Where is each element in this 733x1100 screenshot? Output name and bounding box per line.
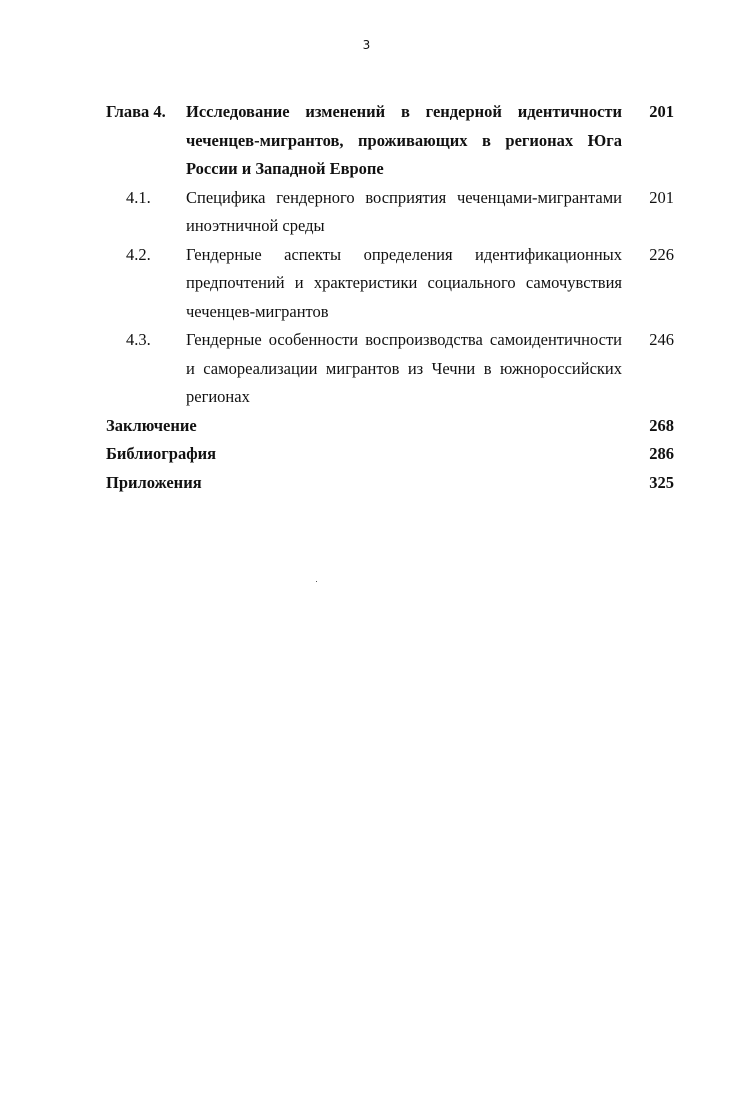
toc-subsection-4-1: [106, 184, 674, 241]
subsection-number: 4.3.: [126, 330, 151, 349]
toc-subsection-4-2: [106, 241, 674, 327]
scan-dot: [316, 581, 317, 582]
subsection-number: 4.2.: [126, 244, 151, 264]
subsection-title: Специфика гендерного восприятия чеченцами-мигрантами иноэтничной среды: [186, 187, 622, 235]
subsection-number: 4.1.: [126, 187, 151, 207]
chapter-page: 201: [649, 102, 674, 121]
table-of-contents: [106, 98, 674, 497]
section-title: Заключение: [106, 415, 197, 435]
section-page: 286: [649, 444, 674, 463]
page-number: 3: [362, 38, 371, 52]
subsection-title: Гендерные аспекты определения идентификационных предпочтений и храктеристики социального самочувствия чеченцев-мигрантов: [186, 244, 622, 321]
subsection-page: 226: [649, 244, 674, 264]
section-title: Библиография: [106, 444, 217, 463]
toc-subsection-4-3: [106, 326, 674, 412]
subsection-page: 246: [649, 330, 674, 349]
chapter-title: Исследование изменений в гендерной идентичности чеченцев-мигрантов, проживающих в регионах Юга России и Западной Европе: [186, 102, 622, 178]
toc-conclusion: [106, 412, 674, 441]
section-page: 268: [649, 415, 674, 435]
chapter-label: Глава 4.: [106, 102, 166, 121]
toc-chapter-4: [106, 98, 674, 184]
subsection-title: Гендерные особенности воспроизводства самоидентичности и самореализации мигрантов из Чечни в южнороссийских регионах: [186, 330, 622, 406]
section-title: Приложения: [106, 472, 202, 492]
toc-bibliography: [106, 440, 674, 469]
section-page: 325: [649, 472, 674, 492]
toc-appendices: [106, 469, 674, 498]
subsection-page: 201: [649, 187, 674, 207]
